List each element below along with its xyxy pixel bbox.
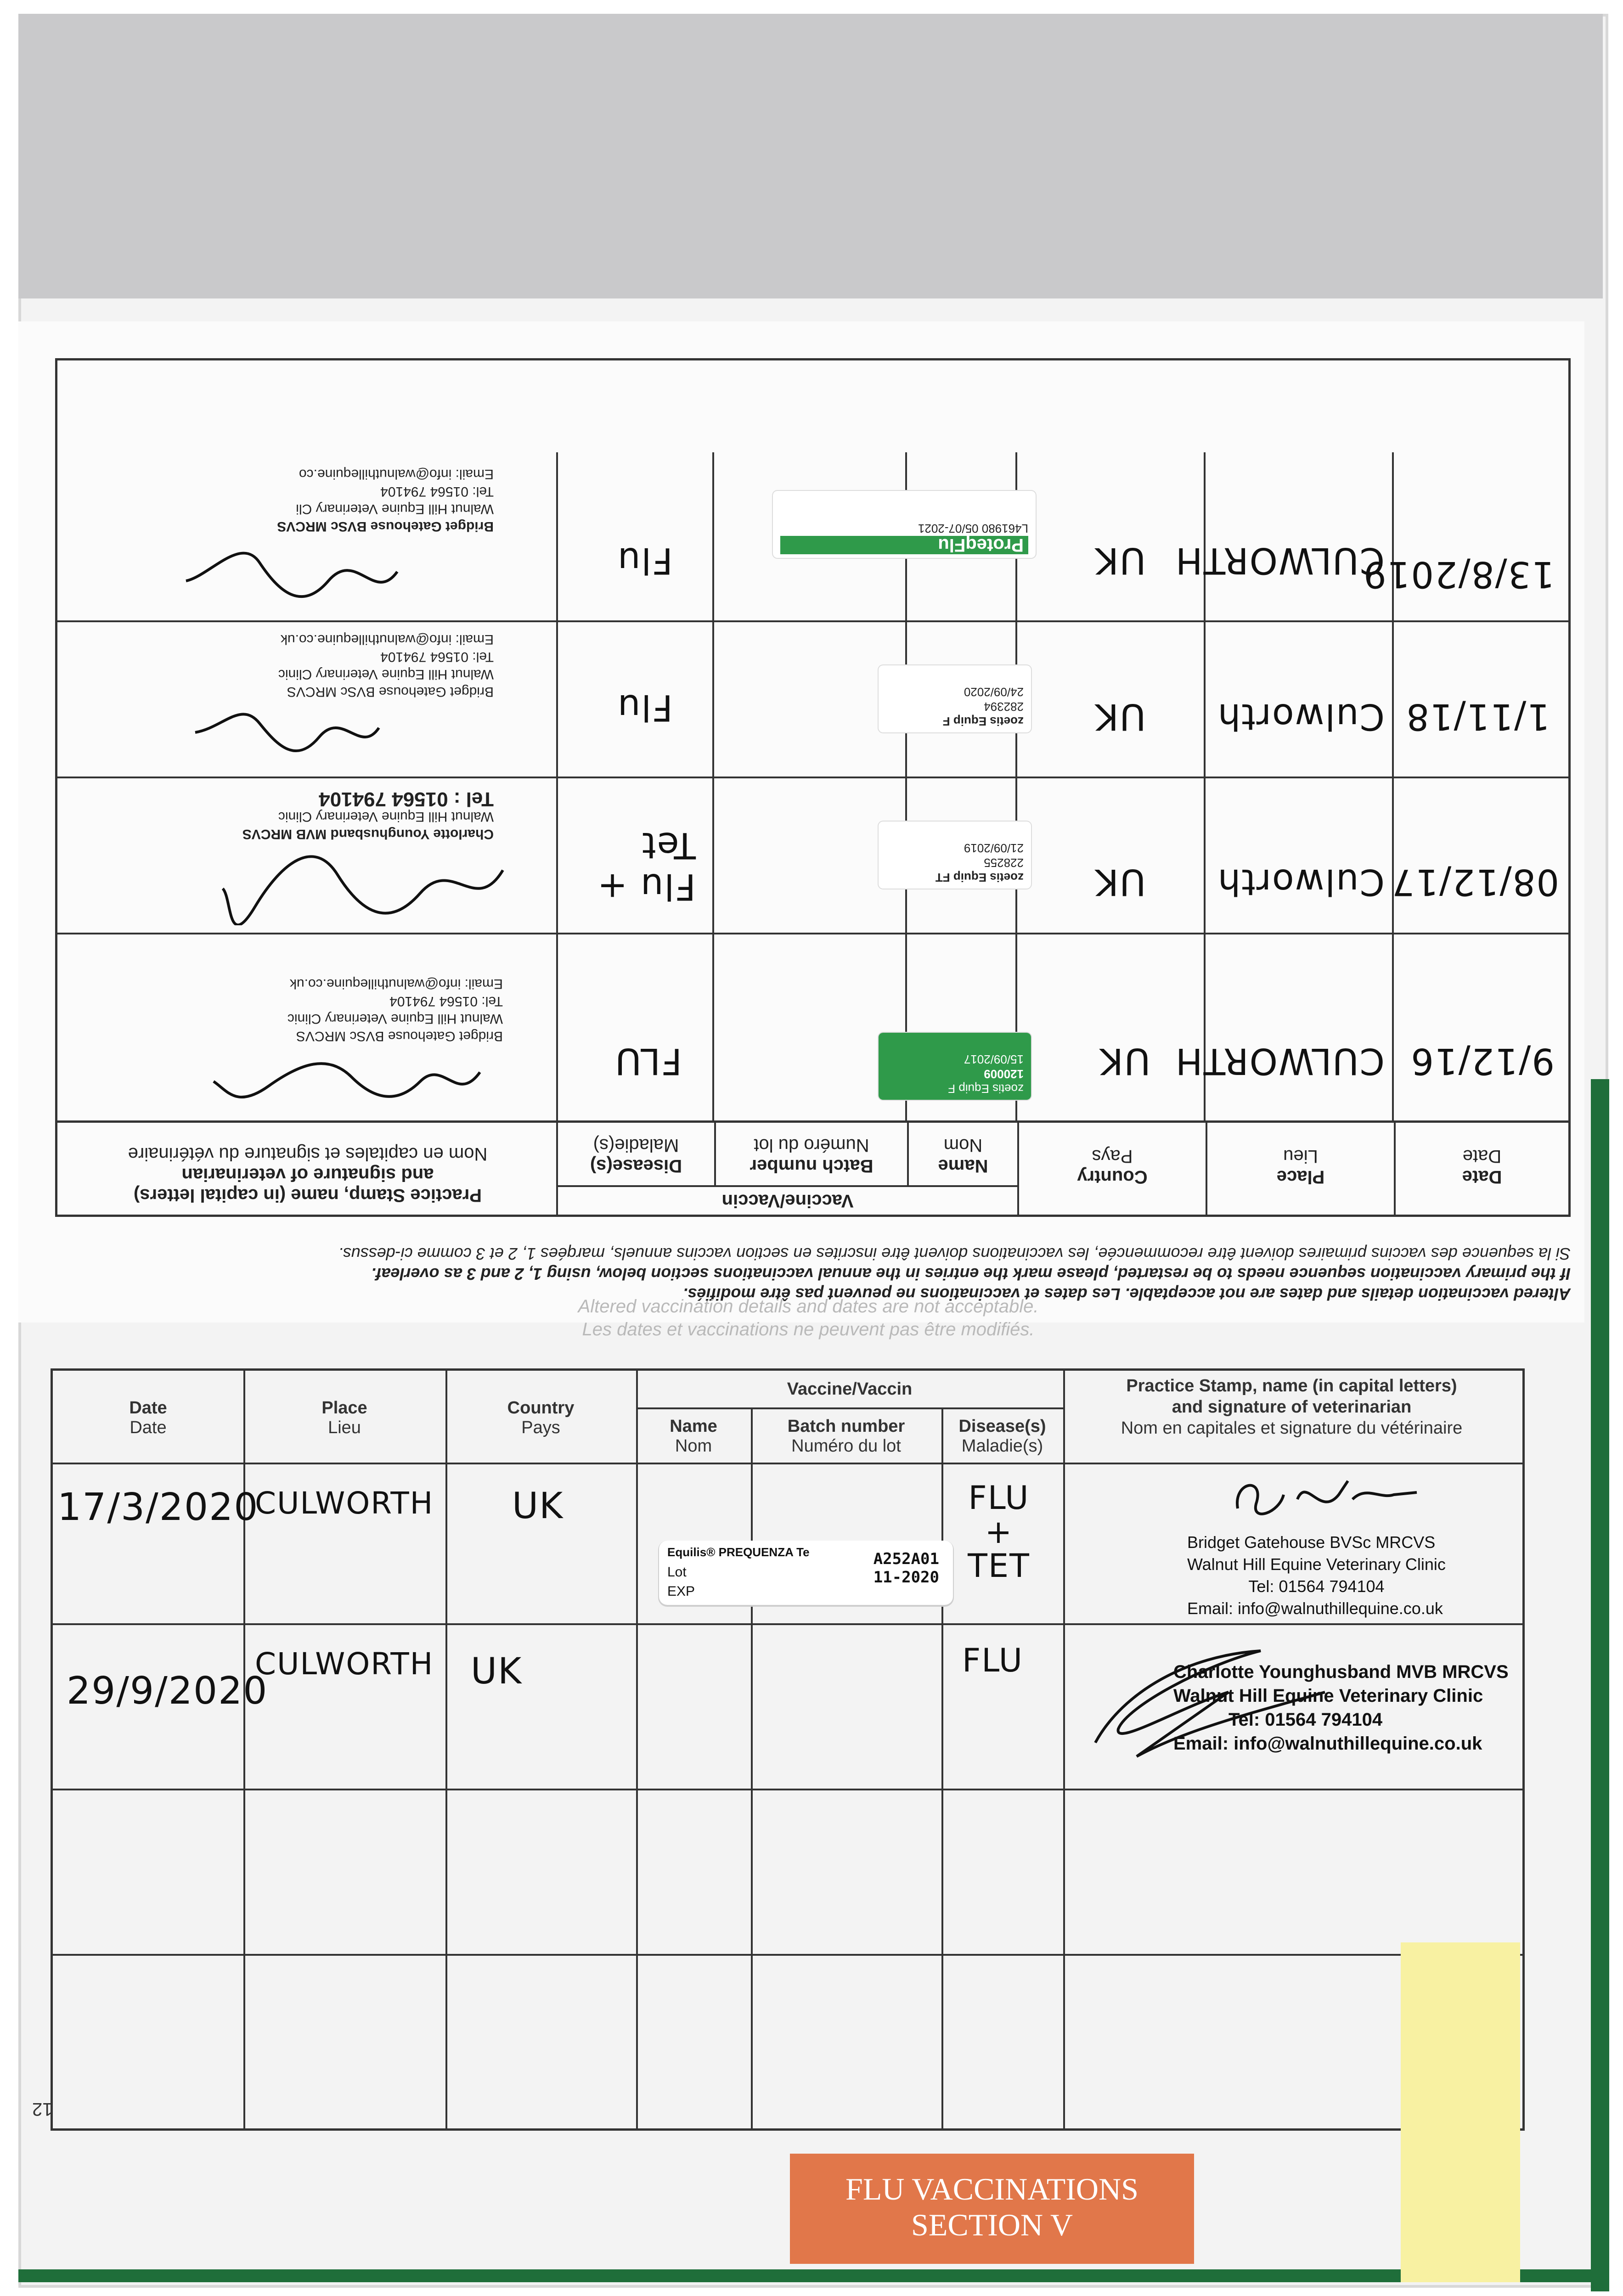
disease-value: Flu <box>617 687 673 728</box>
signature <box>218 847 512 925</box>
table-row <box>57 777 1568 934</box>
country-value: UK <box>1094 540 1146 581</box>
header-date: Date Date <box>1394 1123 1568 1215</box>
place-value: Culworth <box>1217 696 1385 737</box>
notice-altered: Altered vaccination details and dates are not acceptable. Les dates et vaccinations ne peuvent pas être modifiés. <box>683 1285 1571 1304</box>
table-row <box>57 620 1568 778</box>
sticky-note <box>1401 1942 1520 2282</box>
table-row <box>57 933 1568 1123</box>
disease-value: Flu <box>617 540 673 581</box>
practice-stamp: Bridget Gatehouse BVSc MRCVS Walnut Hill Equine Veterinary Clinic Tel: 01564 794104 Email: info@walnuthillequine.co.uk <box>287 976 503 1044</box>
vaccine-batch-label: ProteqFlu L461980 05/07-2021 <box>773 491 1036 558</box>
header-practice: Practice Stamp, name (in capital letters) and signature of veterinarian Nom en capitales et signature du vétérinaire <box>128 1144 488 1205</box>
faded-notice: Altered vaccination details and dates are not acceptable. Les dates et vaccinations ne peuvent pas être modifiés. <box>578 1296 1039 1339</box>
disease-value: Flu + Tet <box>596 824 696 907</box>
date-value: 9/12/16 <box>1410 1040 1555 1081</box>
practice-stamp: Bridget Gatehouse BVSc MRCVS Walnut Hill Equine Veterinary Clinic Tel: 01564 794104 Email: info@walnuthillequine.co.uk <box>278 632 494 699</box>
table-row <box>57 452 1568 622</box>
header-vaccine: Vaccine/Vaccin Name Nom Batch number Numéro du lot Disease(s) Maladie(s) <box>556 1123 1017 1215</box>
signature <box>1229 1467 1421 1527</box>
green-cover-edge <box>1591 1079 1609 2291</box>
disease-value: FLU <box>962 1642 1024 1679</box>
place-value: CULWORTH <box>255 1646 434 1682</box>
date-value: 1/11/18 <box>1405 696 1550 737</box>
signature <box>181 544 402 604</box>
lower-vaccination-table <box>51 1368 1525 2131</box>
country-value: UK <box>471 1651 523 1692</box>
disease-value: FLU + TET <box>968 1479 1030 1585</box>
date-value: 08/12/17 <box>1391 861 1559 902</box>
date-value: 29/9/2020 <box>67 1669 268 1713</box>
place-value: Culworth <box>1217 861 1385 902</box>
section-banner: FLU VACCINATIONS SECTION V <box>790 2154 1194 2264</box>
place-value: CULWORTH <box>1174 1040 1385 1081</box>
country-value: UK <box>1094 696 1146 737</box>
notice-restart: If the primary vaccination sequence needs to be restarted, please mark the entries in the annual vaccinations section below, using 1, 2 and 3 as overleaf. <box>371 1265 1571 1283</box>
header-practice: Practice Stamp, name (in capital letters) and signature of veterinarian Nom en capitales et signature du vétérinaire <box>1121 1376 1463 1438</box>
header-place: Place Lieu <box>321 1398 367 1437</box>
vaccine-batch-label: Equilis® PREQUENZA Te Lot EXP A252A01 11-2020 <box>659 1541 953 1605</box>
upper-page-rotated <box>18 321 1584 1322</box>
passport-cover <box>18 14 1603 298</box>
header-batch: Batch number Numéro du lot <box>787 1417 905 1456</box>
practice-stamp: Charlotte Younghusband MVB MRCVS Walnut Hill Equine Veterinary Clinic Tel : 01564 794104 <box>242 788 494 842</box>
country-value: UK <box>1094 861 1146 902</box>
practice-stamp: Bridget Gatehouse BVSc MRCVS Walnut Hill Equine Veterinary Cli Tel: 01564 794104 Email: info@walnuthillequine.co <box>277 467 494 534</box>
notice-restart-fr: Si la sequence des vaccins primaires doivent être recommencée, les vaccinations doivent être inscrites en section vaccins annuels, marqées 1, 2 et 3 comme ci-dessus. <box>338 1244 1571 1263</box>
practice-stamp: Charlotte Younghusband MVB MRCVS Walnut Hill Equine Veterinary Clinic Tel: 01564 794104 Email: info@walnuthillequine.co.uk <box>1173 1662 1509 1754</box>
header-place: Place Lieu <box>1206 1123 1394 1215</box>
header-vaccine: Vaccine/Vaccin <box>787 1379 913 1399</box>
header-country: Country Pays <box>1017 1123 1206 1215</box>
vaccine-batch-label: zoetis Equip F 282394 24/09/2020 <box>879 665 1031 732</box>
header-name: Name Nom <box>670 1417 717 1456</box>
vaccine-batch-label: zoetis Equip FT 228255 21/09/2019 <box>879 822 1031 889</box>
signature <box>209 1054 485 1109</box>
header-disease: Disease(s) Maladie(s) <box>958 1417 1046 1456</box>
header-country: Country Pays <box>507 1398 575 1437</box>
place-value: CULWORTH <box>1174 540 1385 581</box>
upper-table-header <box>57 1120 1568 1215</box>
disease-value: FLU <box>614 1040 682 1081</box>
page-number: 12 <box>32 2099 53 2119</box>
upper-vaccination-table <box>55 358 1571 1217</box>
date-value: 13/8/2019 <box>1363 553 1555 595</box>
date-value: 17/3/2020 <box>57 1486 259 1529</box>
header-date: Date Date <box>129 1398 167 1437</box>
green-cover-bottom <box>18 2269 1603 2282</box>
signature <box>191 705 383 760</box>
practice-stamp: Bridget Gatehouse BVSc MRCVS Walnut Hill Equine Veterinary Clinic Tel: 01564 794104 Email: info@walnuthillequine.co.uk <box>1187 1533 1446 1618</box>
country-value: UK <box>512 1486 564 1527</box>
vaccine-batch-label: zoetis Equip F 120009 15/09/2017 <box>879 1033 1031 1100</box>
country-value: UK <box>1099 1040 1150 1081</box>
place-value: CULWORTH <box>255 1486 434 1521</box>
